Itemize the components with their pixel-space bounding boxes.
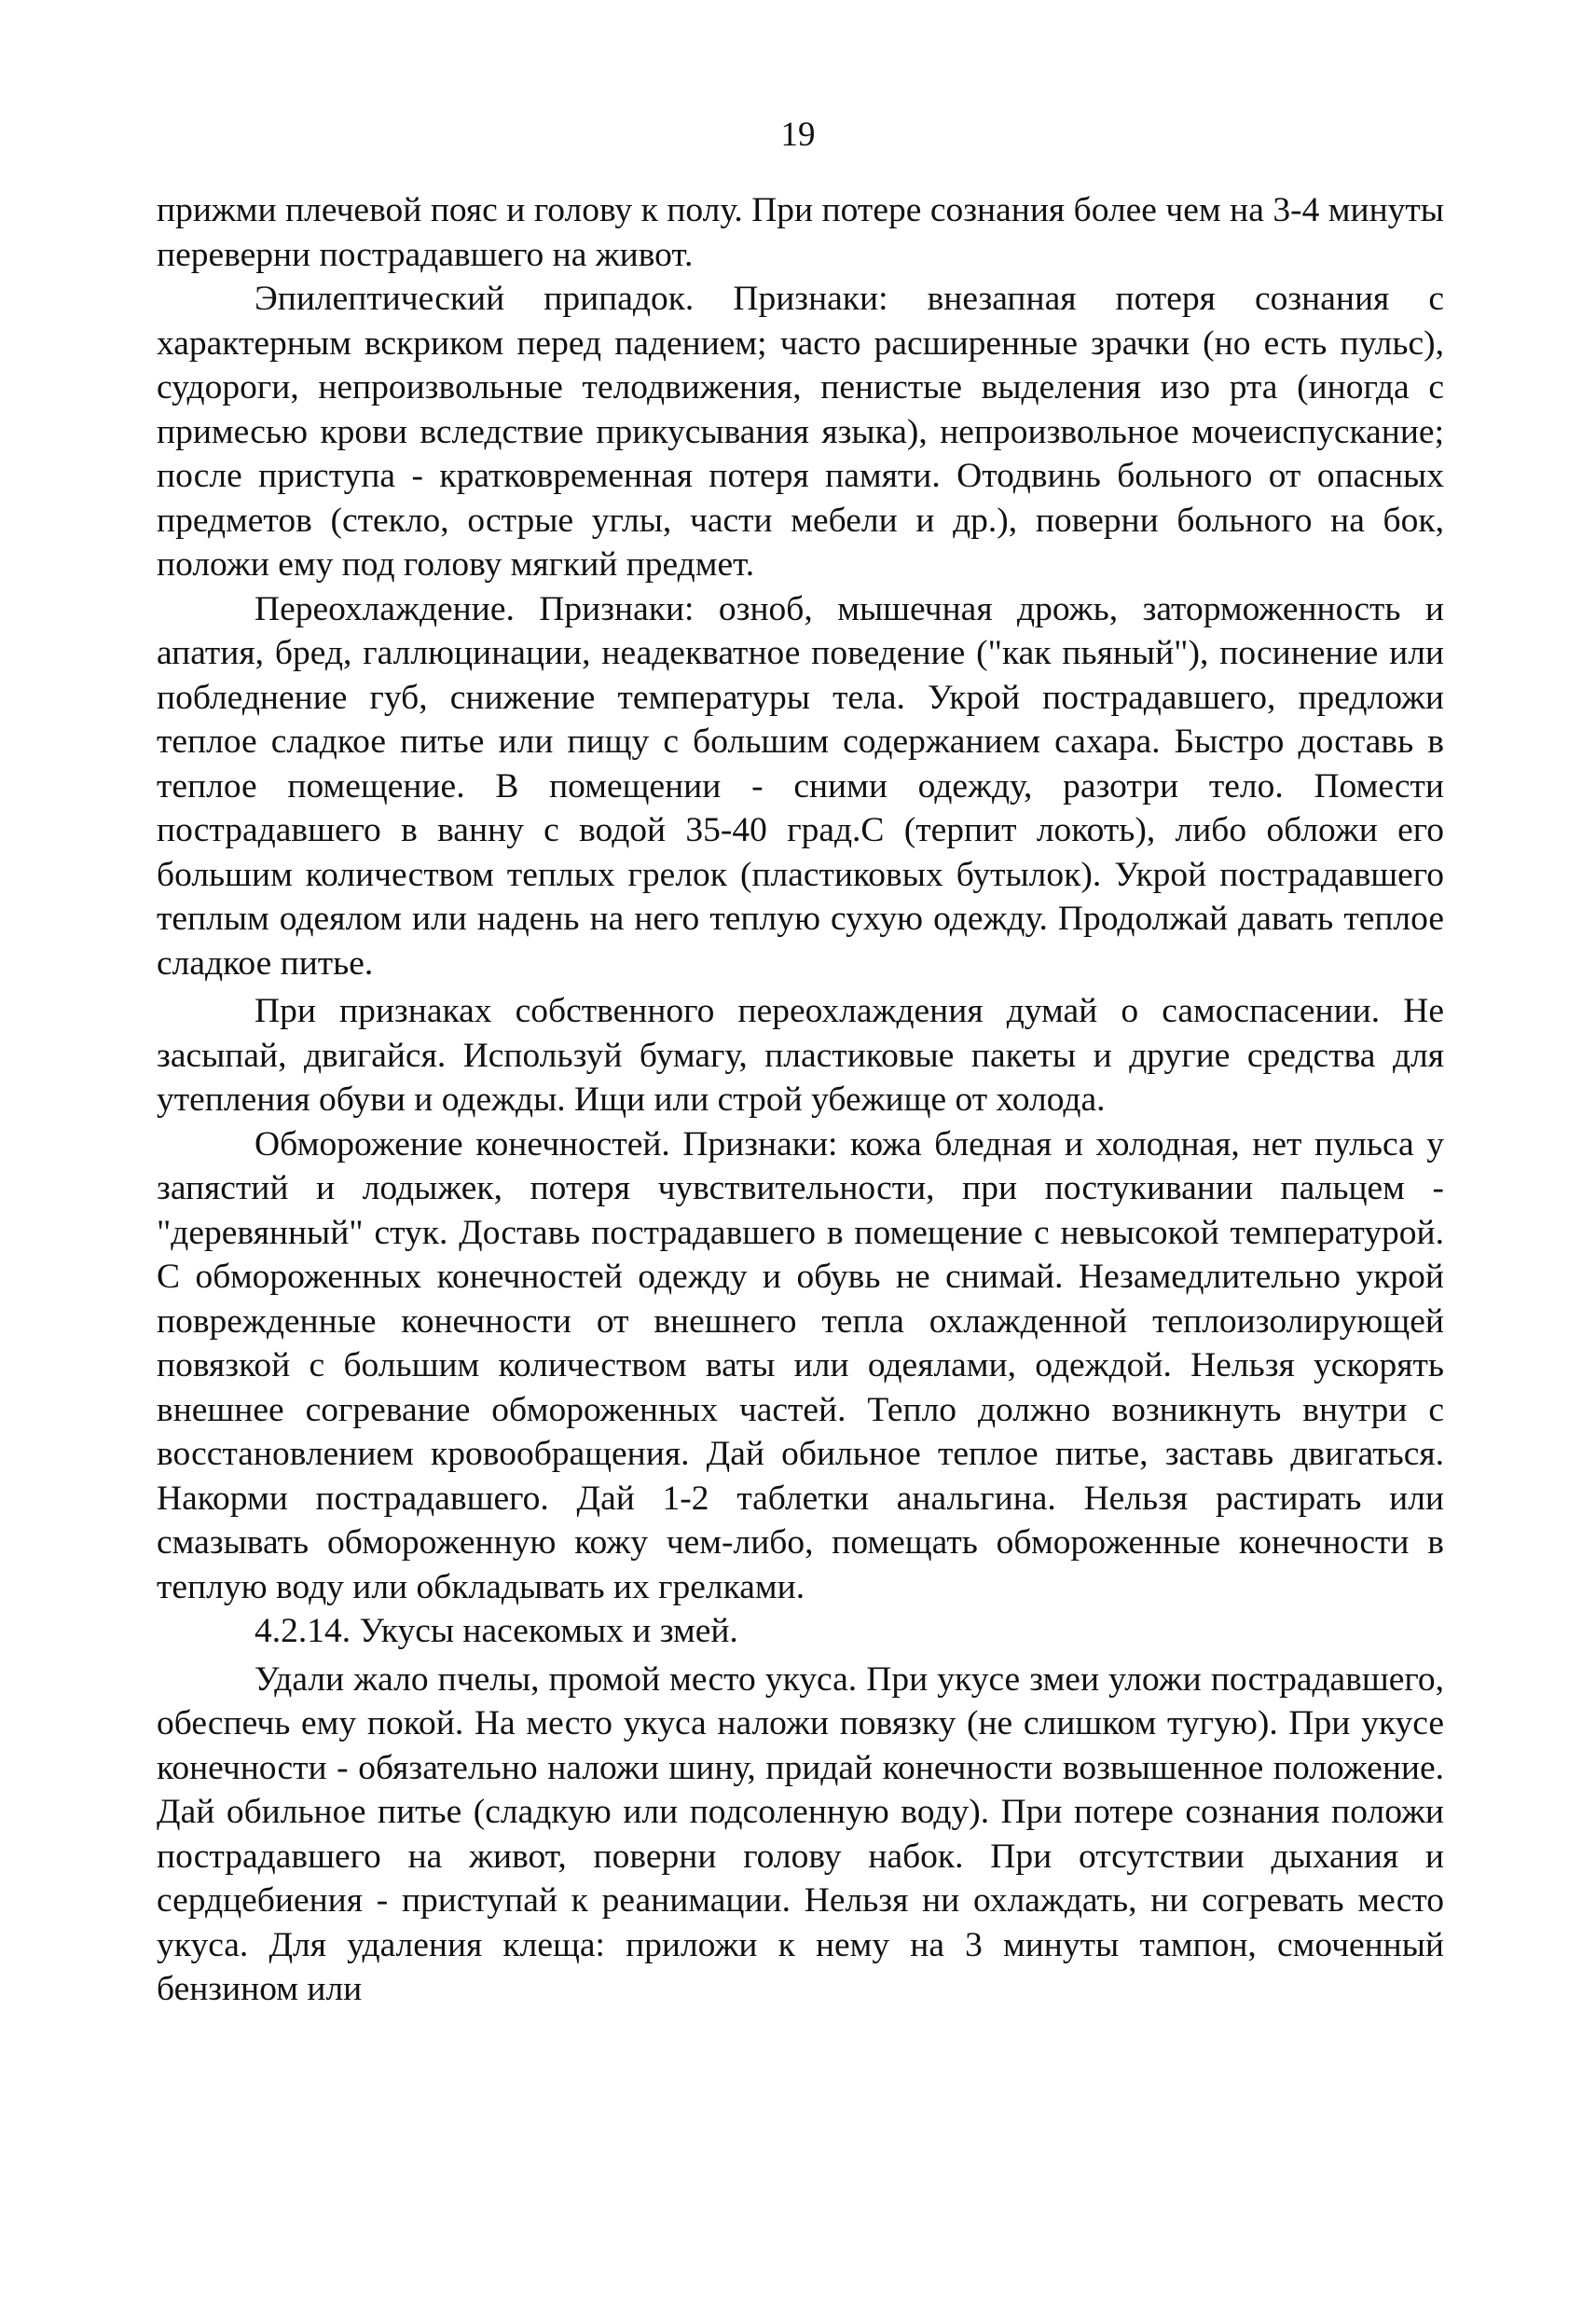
section-heading-insect-snake-bites: 4.2.14. Укусы насекомых и змей. (255, 1612, 738, 1650)
paragraph-continuation: прижми плечевой пояс и голову к полу. При потере сознания более чем на 3-4 минуты переверни пострадавшего на живот. (157, 191, 1444, 274)
page-number: 19 (780, 116, 816, 154)
paragraph-self-rescue: При признаках собственного переохлаждения думай о самоспасении. Не засыпай, двигайся. Используй бумагу, пластиковые пакеты и другие средства для утепления обуви и одежды. Ищи или строй убежище от холода. (157, 992, 1444, 1119)
paragraph-bites: Удали жало пчелы, промой место укуса. При укусе змеи уложи пострадавшего, обеспечь ему покой. На место укуса наложи повязку (не слишком тугую). При укусе конечности - обязательно наложи шину, придай конечности возвышенное положение. Дай обильное питье (сладкую или подсоленную воду). При потере сознания положи пострадавшего на живот, поверни голову набок. При отсутствии дыхания и сердцебиения - приступай к реанимации. Нельзя ни охлаждать, ни согревать место укуса. Для удаления клеща: приложи к нему на 3 минуты тампон, смоченный бензином или (157, 1659, 1444, 2008)
paragraph-epileptic-seizure: Эпилептический припадок. Признаки: внезапная потеря сознания с характерным вскриком перед падением; часто расширенные зрачки (но есть пульс), судороги, непроизвольные телодвижения, пенистые выделения изо рта (иногда с примесью крови вследствие прикусывания языка), непроизвольное мочеиспускание; после приступа - кратковременная потеря памяти. Отодвинь больного от опасных предметов (стекло, острые углы, части мебели и др.), поверни больного на бок, положи ему под голову мягкий предмет. (157, 280, 1444, 584)
paragraph-frostbite: Обморожение конечностей. Признаки: кожа бледная и холодная, нет пульса у запястий и лодыжек, потеря чувствительности, при постукивании пальцем - "деревянный" стук. Доставь пострадавшего в помещение с невысокой температурой. С обмороженных конечностей одежду и обувь не снимай. Незамедлительно укрой поврежденные конечности от внешнего тепла охлажденной теплоизолирующей повязкой с большим количеством ваты или одеялами, одеждой. Нельзя ускорять внешнее согревание обмороженных частей. Тепло должно возникнуть внутри с восстановлением кровообращения. Дай обильное теплое питье, заставь двигаться. Накорми пострадавшего. Дай 1-2 таблетки анальгина. Нельзя растирать или смазывать обмороженную кожу чем-либо, помещать обмороженные конечности в теплую воду или обкладывать их грелками. (157, 1124, 1444, 1606)
body-text (157, 188, 1444, 2012)
paragraph-hypothermia: Переохлаждение. Признаки: озноб, мышечная дрожь, заторможенность и апатия, бред, галлюцинации, неадекватное поведение ("как пьяный"), посинение или побледнение губ, снижение температуры тела. Укрой пострадавшего, предложи теплое сладкое питье или пищу с большим содержанием сахара. Быстро доставь в теплое помещение. В помещении - сними одежду, разотри тело. Помести пострадавшего в ванну с водой 35-40 град.С (терпит локоть), либо обложи его большим количеством теплых грелок (пластиковых бутылок). Укрой пострадавшего теплым одеялом или надень на него теплую сухую одежду. Продолжай давать теплое сладкое питье. (157, 589, 1444, 983)
